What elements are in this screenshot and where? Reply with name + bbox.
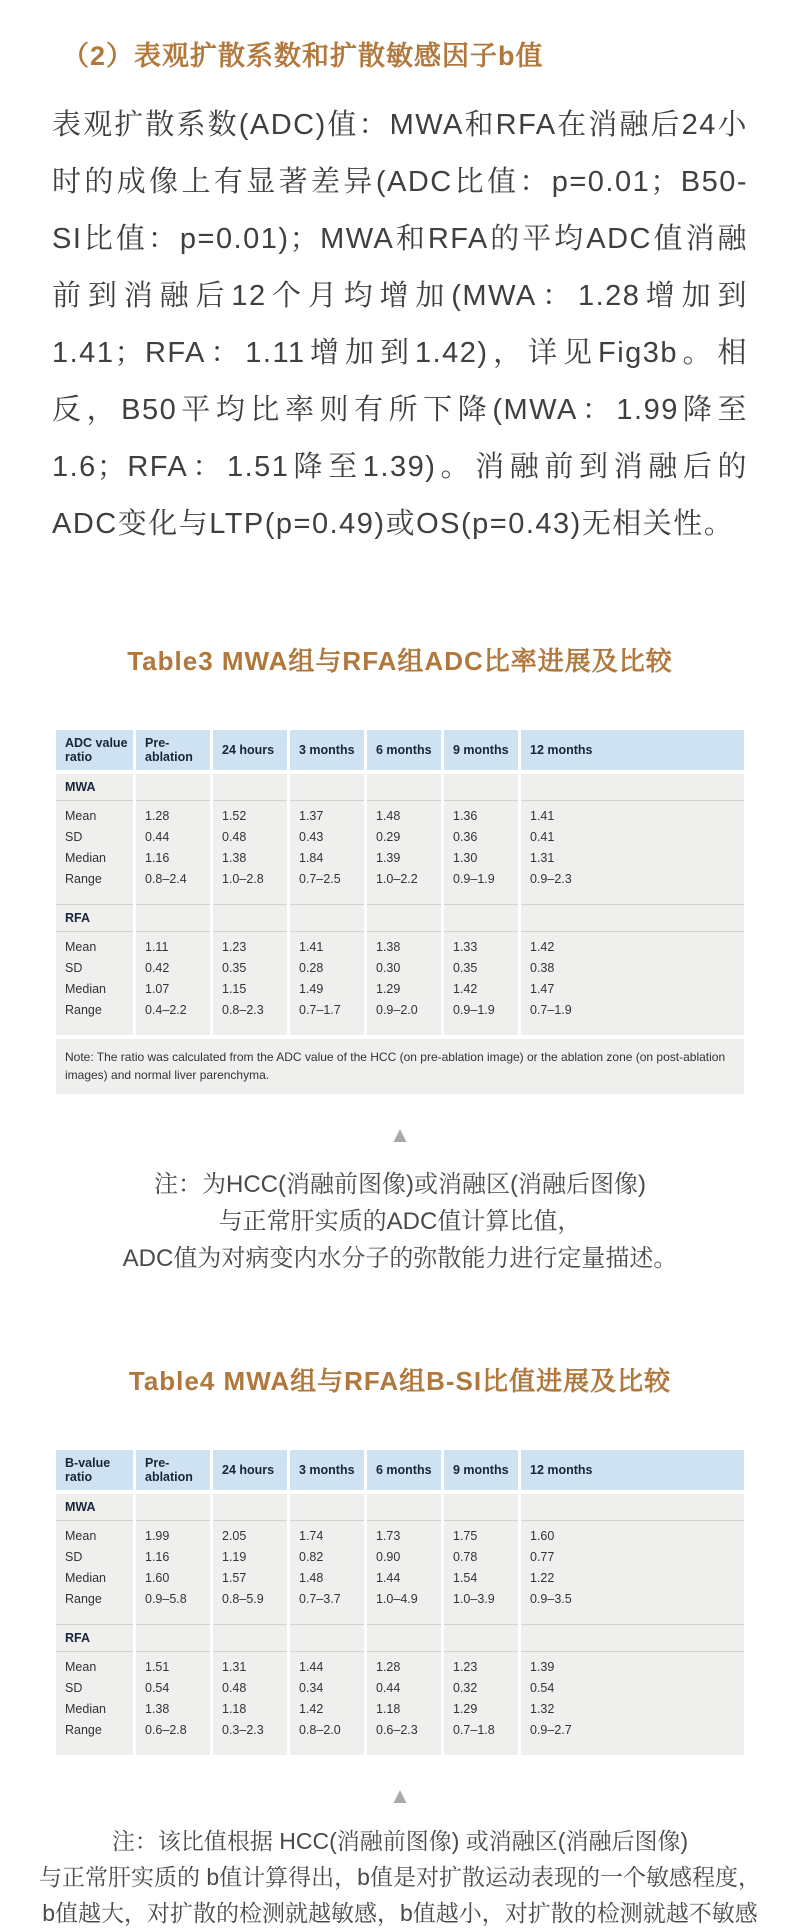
stat-value: 1.44 <box>299 1660 324 1674</box>
column-header: 9 months <box>444 730 518 770</box>
band-cell <box>367 1624 441 1652</box>
stat-value: 1.57 <box>222 1571 247 1585</box>
stat-value: 1.60 <box>145 1571 170 1585</box>
stat-value: 1.16 <box>145 1550 170 1564</box>
column-header: 6 months <box>367 730 441 770</box>
stat-label: Mean <box>65 940 97 954</box>
stat-value: 0.34 <box>299 1681 324 1695</box>
stat-values-cell <box>444 801 518 904</box>
band-cell <box>290 1494 364 1521</box>
stat-value: 1.39 <box>376 851 401 865</box>
stat-value: 1.07 <box>145 982 170 996</box>
stat-value: 1.19 <box>222 1550 247 1564</box>
table-header-row <box>56 730 744 770</box>
group-data-row <box>56 1521 744 1624</box>
group-band-row <box>56 1494 744 1521</box>
stat-value: 1.41 <box>530 809 555 823</box>
stat-values-cell <box>290 1652 364 1755</box>
stat-value: 0.41 <box>530 830 555 844</box>
stat-value: 1.52 <box>222 809 247 823</box>
stat-value: 0.36 <box>453 830 478 844</box>
stat-value: 0.6–2.3 <box>376 1723 418 1737</box>
stat-value: 1.11 <box>145 940 169 954</box>
stat-values-cell <box>521 1521 744 1624</box>
band-cell <box>444 774 518 801</box>
stat-value: 0.9–3.5 <box>530 1592 572 1606</box>
group-data-row <box>56 801 744 904</box>
stat-value: 1.0–2.2 <box>376 872 418 886</box>
stat-value: 2.05 <box>222 1529 247 1543</box>
band-cell <box>521 904 744 932</box>
group-band-row <box>56 774 744 801</box>
stat-values-cell <box>213 932 287 1035</box>
stat-values-cell <box>367 1521 441 1624</box>
stat-value: 1.38 <box>145 1702 170 1716</box>
stat-values-cell <box>136 801 210 904</box>
stat-value: 0.90 <box>376 1550 401 1564</box>
group-label: RFA <box>56 904 133 932</box>
band-cell <box>136 774 210 801</box>
stat-value: 0.43 <box>299 830 324 844</box>
stat-value: 0.35 <box>453 961 478 975</box>
band-cell <box>367 1494 441 1521</box>
band-cell <box>521 1494 744 1521</box>
stat-labels-cell <box>56 932 133 1035</box>
stat-labels-cell <box>56 1652 133 1755</box>
stat-label: Median <box>65 982 106 996</box>
stat-value: 1.41 <box>299 940 324 954</box>
stat-values-cell <box>290 801 364 904</box>
stat-values-cell <box>521 1652 744 1755</box>
stat-value: 0.77 <box>530 1550 555 1564</box>
triangle-up-icon: ▲ <box>389 1783 411 1808</box>
band-cell <box>290 904 364 932</box>
stat-value: 1.36 <box>453 809 478 823</box>
stat-value: 1.28 <box>376 1660 401 1674</box>
band-cell <box>136 1624 210 1652</box>
group-data-row <box>56 1652 744 1755</box>
stat-value: 1.32 <box>530 1702 555 1716</box>
stat-value: 1.51 <box>145 1660 170 1674</box>
stat-value: 0.7–1.9 <box>530 1003 572 1017</box>
stat-labels-cell <box>56 801 133 904</box>
stat-value: 0.48 <box>222 1681 247 1695</box>
group-label: MWA <box>56 774 133 801</box>
band-cell <box>213 1494 287 1521</box>
stat-label: Median <box>65 1702 106 1716</box>
column-header: 3 months <box>290 730 364 770</box>
stat-value: 0.38 <box>530 961 555 975</box>
stat-value: 0.9–2.0 <box>376 1003 418 1017</box>
table-header-row <box>56 1450 744 1490</box>
band-cell <box>290 774 364 801</box>
band-cell <box>213 904 287 932</box>
group-band-row <box>56 1624 744 1652</box>
stat-value: 1.75 <box>453 1529 478 1543</box>
table3-cn-note-line: 与正常肝实质的ADC值计算比值， <box>218 1208 582 1235</box>
stat-value: 1.42 <box>299 1702 324 1716</box>
group-band-row <box>56 904 744 932</box>
table4-cn-note-line: b值越大，对扩散的检测就越敏感，b值越小，对扩散的检测就越不敏感 <box>42 1900 758 1926</box>
stat-value: 1.48 <box>376 809 401 823</box>
stat-values-cell <box>290 1521 364 1624</box>
stat-value: 0.54 <box>530 1681 555 1695</box>
stat-value: 0.9–2.3 <box>530 872 572 886</box>
stat-label: Mean <box>65 1529 97 1543</box>
stat-values-cell <box>521 932 744 1035</box>
table4 <box>56 1450 744 1755</box>
stat-label: Range <box>65 1723 102 1737</box>
stat-value: 1.38 <box>222 851 247 865</box>
stat-values-cell <box>213 801 287 904</box>
table4-title: Table4 MWA组与RFA组B-SI比值进展及比较 <box>128 1366 672 1396</box>
column-header: ADC value ratio <box>56 730 133 770</box>
table3-title: Table3 MWA组与RFA组ADC比率进展及比较 <box>127 646 673 676</box>
stat-values-cell <box>367 1652 441 1755</box>
table3-cn-note-line: ADC值为对病变内水分子的弥散能力进行定量描述。 <box>122 1245 678 1272</box>
band-cell <box>521 774 744 801</box>
stat-label: Range <box>65 872 102 886</box>
stat-value: 1.73 <box>376 1529 401 1543</box>
stat-value: 1.15 <box>222 982 247 996</box>
stat-value: 1.29 <box>376 982 401 996</box>
stat-label: SD <box>65 1681 83 1695</box>
column-header: 12 months <box>521 730 744 770</box>
stat-value: 0.48 <box>222 830 247 844</box>
stat-value: 1.38 <box>376 940 401 954</box>
stat-value: 1.0–3.9 <box>453 1592 495 1606</box>
column-header: 9 months <box>444 1450 518 1490</box>
stat-value: 0.44 <box>145 830 170 844</box>
stat-values-cell <box>136 932 210 1035</box>
column-header: B-value ratio <box>56 1450 133 1490</box>
band-cell <box>444 1494 518 1521</box>
stat-label: Mean <box>65 809 97 823</box>
section-heading: （2）表观扩散系数和扩散敏感因子b值 <box>62 41 544 71</box>
stat-value: 1.48 <box>299 1571 324 1585</box>
stat-label: Range <box>65 1592 102 1606</box>
stat-value: 0.4–2.2 <box>145 1003 187 1017</box>
stat-value: 1.28 <box>145 809 170 823</box>
stat-value: 0.44 <box>376 1681 401 1695</box>
band-cell <box>367 904 441 932</box>
column-header: Pre-ablation <box>136 730 210 770</box>
stat-label: Median <box>65 851 106 865</box>
table3-cn-note-line: 注：为HCC(消融前图像)或消融区(消融后图像) <box>154 1171 646 1198</box>
stat-value: 1.18 <box>376 1702 401 1716</box>
stat-value: 1.23 <box>453 1660 478 1674</box>
stat-value: 1.37 <box>299 809 324 823</box>
stat-value: 0.7–3.7 <box>299 1592 341 1606</box>
group-label: RFA <box>56 1624 133 1652</box>
stat-value: 1.29 <box>453 1702 478 1716</box>
band-cell <box>213 1624 287 1652</box>
stat-value: 1.30 <box>453 851 478 865</box>
stat-label: SD <box>65 1550 83 1564</box>
stat-values-cell <box>213 1521 287 1624</box>
column-header: 24 hours <box>213 730 287 770</box>
stat-values-cell <box>444 1652 518 1755</box>
band-cell <box>136 904 210 932</box>
stat-value: 1.0–2.8 <box>222 872 264 886</box>
band-cell <box>213 774 287 801</box>
stat-value: 1.22 <box>530 1571 555 1585</box>
band-cell <box>444 904 518 932</box>
stat-label: SD <box>65 961 83 975</box>
stat-label: Range <box>65 1003 102 1017</box>
table4-cn-note <box>0 1823 800 1931</box>
table3-cn-note <box>0 1166 800 1277</box>
stat-label: Mean <box>65 1660 97 1674</box>
stat-value: 0.9–2.7 <box>530 1723 572 1737</box>
stat-values-cell <box>136 1521 210 1624</box>
table4-cn-note-line: 注：该比值根据 HCC(消融前图像) 或消融区(消融后图像) <box>111 1828 689 1854</box>
group-data-row <box>56 932 744 1035</box>
stat-value: 1.44 <box>376 1571 401 1585</box>
stat-values-cell <box>444 1521 518 1624</box>
column-header: Pre-ablation <box>136 1450 210 1490</box>
stat-value: 0.7–1.7 <box>299 1003 341 1017</box>
stat-value: 0.8–5.9 <box>222 1592 264 1606</box>
stat-value: 1.31 <box>530 851 555 865</box>
stat-value: 1.0–4.9 <box>376 1592 418 1606</box>
stat-label: Median <box>65 1571 106 1585</box>
stat-value: 0.9–1.9 <box>453 872 495 886</box>
stat-value: 1.42 <box>530 940 555 954</box>
stat-value: 1.49 <box>299 982 324 996</box>
group-label: MWA <box>56 1494 133 1521</box>
stat-value: 0.9–1.9 <box>453 1003 495 1017</box>
column-header: 24 hours <box>213 1450 287 1490</box>
stat-values-cell <box>290 932 364 1035</box>
stat-value: 0.8–2.4 <box>145 872 187 886</box>
stat-value: 0.54 <box>145 1681 170 1695</box>
stat-value: 0.82 <box>299 1550 324 1564</box>
stat-value: 1.18 <box>222 1702 247 1716</box>
band-cell <box>136 1494 210 1521</box>
band-cell <box>290 1624 364 1652</box>
stat-values-cell <box>521 801 744 904</box>
stat-value: 1.42 <box>453 982 478 996</box>
stat-label: SD <box>65 830 83 844</box>
stat-value: 0.42 <box>145 961 170 975</box>
stat-value: 0.28 <box>299 961 324 975</box>
column-header: 3 months <box>290 1450 364 1490</box>
stat-value: 1.54 <box>453 1571 478 1585</box>
band-cell <box>444 1624 518 1652</box>
stat-value: 1.60 <box>530 1529 555 1543</box>
stat-value: 1.31 <box>222 1660 247 1674</box>
table3 <box>56 730 744 1094</box>
band-cell <box>367 774 441 801</box>
column-header: 12 months <box>521 1450 744 1490</box>
stat-value: 0.6–2.8 <box>145 1723 187 1737</box>
stat-value: 0.8–2.3 <box>222 1003 264 1017</box>
stat-values-cell <box>367 801 441 904</box>
stat-value: 0.7–2.5 <box>299 872 341 886</box>
column-header: 6 months <box>367 1450 441 1490</box>
stat-value: 0.8–2.0 <box>299 1723 341 1737</box>
stat-value: 0.35 <box>222 961 247 975</box>
stat-values-cell <box>444 932 518 1035</box>
triangle-up-icon: ▲ <box>389 1122 411 1147</box>
stat-labels-cell <box>56 1521 133 1624</box>
stat-value: 1.16 <box>145 851 170 865</box>
stat-value: 0.78 <box>453 1550 478 1564</box>
stat-value: 0.30 <box>376 961 401 975</box>
stat-value: 0.29 <box>376 830 401 844</box>
band-cell <box>521 1624 744 1652</box>
table-note: Note: The ratio was calculated from the ADC value of the HCC (on pre-ablation image) or the ablation zone (on post-ablation images) and normal liver parenchyma. <box>56 1039 744 1094</box>
stat-value: 1.47 <box>530 982 555 996</box>
stat-values-cell <box>367 932 441 1035</box>
stat-value: 1.33 <box>453 940 478 954</box>
stat-value: 1.39 <box>530 1660 555 1674</box>
stat-value: 0.7–1.8 <box>453 1723 495 1737</box>
body-paragraph: 表观扩散系数(ADC)值：MWA和RFA在消融后24小时的成像上有显著差异(ADC比值：p=0.01；B50-SI比值：p=0.01)；MWA和RFA的平均ADC值消融前到消融后12个月均增加(MWA：1.28增加到1.41；RFA：1.11增加到1.42)，详见Fig3b。相反，B50平均比率则有所下降(MWA：1.99降至1.6；RFA：1.51降至1.39)。消融前到消融后的ADC变化与LTP(p=0.49)或OS(p=0.43)无相关性。 <box>52 109 748 540</box>
stat-values-cell <box>213 1652 287 1755</box>
stat-value: 1.74 <box>299 1529 324 1543</box>
table4-cn-note-line: 与正常肝实质的 b值计算得出，b值是对扩散运动表现的一个敏感程度， <box>39 1864 761 1890</box>
stat-value: 0.3–2.3 <box>222 1723 264 1737</box>
stat-value: 1.23 <box>222 940 247 954</box>
stat-value: 0.9–5.8 <box>145 1592 187 1606</box>
stat-values-cell <box>136 1652 210 1755</box>
stat-value: 1.99 <box>145 1529 170 1543</box>
stat-value: 0.32 <box>453 1681 478 1695</box>
stat-value: 1.84 <box>299 851 324 865</box>
